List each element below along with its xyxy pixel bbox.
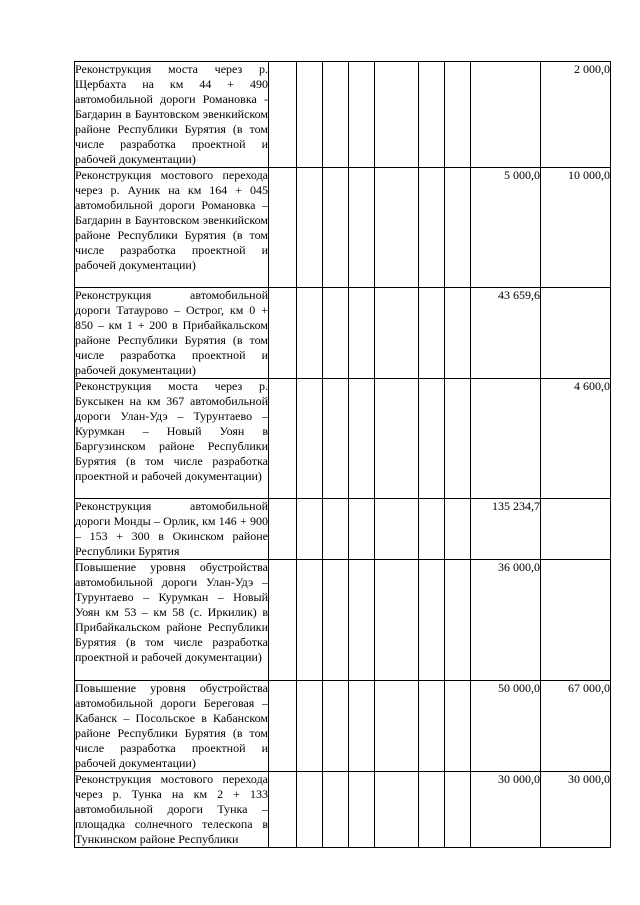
table-row bbox=[75, 681, 611, 772]
empty-cell bbox=[419, 288, 445, 379]
row-description: Реконструкция автомобильной дороги Монды – Орлик, км 146 + 900 – 153 + 300 в Окинском районе Республики Бурятия bbox=[75, 499, 268, 558]
empty-cell bbox=[269, 560, 297, 681]
row-description: Реконструкция автомобильной дороги Татаурово – Острог, км 0 + 850 – км 1 + 200 в Прибайкальском районе Республики Бурятия (в том числе разработка проектной и рабочей документации) bbox=[75, 288, 268, 377]
empty-cell bbox=[323, 62, 349, 168]
empty-cell bbox=[419, 379, 445, 499]
table-row bbox=[75, 560, 611, 681]
empty-cell bbox=[375, 560, 419, 681]
empty-cell bbox=[349, 168, 375, 288]
empty-cell bbox=[375, 168, 419, 288]
value-cell-a: 50 000,0 bbox=[471, 681, 541, 772]
table-row bbox=[75, 379, 611, 499]
value-cell-a: 36 000,0 bbox=[471, 560, 541, 681]
empty-cell bbox=[349, 379, 375, 499]
empty-cell bbox=[375, 681, 419, 772]
value-cell-b bbox=[541, 288, 611, 379]
funding-table bbox=[74, 61, 611, 848]
empty-cell bbox=[349, 681, 375, 772]
empty-cell bbox=[297, 681, 323, 772]
empty-cell bbox=[269, 288, 297, 379]
empty-cell bbox=[419, 772, 445, 848]
empty-cell bbox=[445, 288, 471, 379]
empty-cell bbox=[297, 62, 323, 168]
table-row bbox=[75, 62, 611, 168]
empty-cell bbox=[419, 681, 445, 772]
row-description: Реконструкция мостового перехода через р. Ауник на км 164 + 045 автомобильной дороги Романовка – Багдарин в Баунтовском эвенкийском районе Республики Бурятия (в том числе разработка проектной и рабочей документации) bbox=[75, 168, 269, 288]
empty-cell bbox=[419, 168, 445, 288]
empty-cell bbox=[297, 379, 323, 499]
row-description: Реконструкция мостового перехода через р. Тунка на км 2 + 133 автомобильной дороги Тунка – площадка солнечного телескопа в Тункинском районе Республики bbox=[75, 772, 268, 846]
table-row bbox=[75, 499, 611, 560]
empty-cell bbox=[445, 62, 471, 168]
empty-cell bbox=[323, 288, 349, 379]
value-cell-a: 135 234,7 bbox=[471, 499, 541, 560]
row-description: Реконструкция моста через р. Буксыкен на км 367 автомобильной дороги Улан-Удэ – Турунтаево – Курумкан – Новый Уоян в Баргузинском районе Республики Бурятия (в том числе разработка проектной и рабочей документации) bbox=[75, 379, 269, 499]
value-cell-b bbox=[541, 499, 611, 560]
empty-cell bbox=[445, 560, 471, 681]
empty-cell bbox=[349, 288, 375, 379]
empty-cell bbox=[269, 379, 297, 499]
value-cell-a bbox=[471, 379, 541, 499]
empty-cell bbox=[375, 288, 419, 379]
empty-cell bbox=[269, 681, 297, 772]
empty-cell bbox=[419, 560, 445, 681]
empty-cell bbox=[323, 772, 349, 848]
value-cell-a: 43 659,6 bbox=[471, 288, 541, 379]
empty-cell bbox=[297, 288, 323, 379]
empty-cell bbox=[323, 168, 349, 288]
empty-cell bbox=[323, 379, 349, 499]
value-cell-a bbox=[471, 62, 541, 168]
value-cell-a: 30 000,0 bbox=[471, 772, 541, 848]
empty-cell bbox=[269, 772, 297, 848]
empty-cell bbox=[297, 772, 323, 848]
row-description: Реконструкция моста через р. Щербахта на км 44 + 490 автомобильной дороги Романовка - Багдарин в Баунтовском эвенкийском районе Республики Бурятия (в том числе разработка проектной и рабочей документации) bbox=[75, 62, 268, 166]
empty-cell bbox=[419, 62, 445, 168]
value-cell-a: 5 000,0 bbox=[471, 168, 541, 288]
table-body bbox=[75, 62, 611, 848]
row-description: Повышение уровня обустройства автомобильной дороги Береговая – Кабанск – Посольское в Кабанском районе Республики Бурятия (в том числе разработка проектной и рабочей документации) bbox=[75, 681, 268, 770]
empty-cell bbox=[349, 62, 375, 168]
empty-cell bbox=[349, 499, 375, 560]
empty-cell bbox=[323, 560, 349, 681]
empty-cell bbox=[297, 560, 323, 681]
empty-cell bbox=[445, 499, 471, 560]
value-cell-b: 30 000,0 bbox=[541, 772, 611, 848]
empty-cell bbox=[375, 379, 419, 499]
value-cell-b bbox=[541, 560, 611, 681]
empty-cell bbox=[269, 62, 297, 168]
empty-cell bbox=[445, 772, 471, 848]
value-cell-b: 4 600,0 bbox=[541, 379, 611, 499]
empty-cell bbox=[297, 499, 323, 560]
empty-cell bbox=[269, 499, 297, 560]
empty-cell bbox=[349, 560, 375, 681]
table-row bbox=[75, 288, 611, 379]
empty-cell bbox=[349, 772, 375, 848]
empty-cell bbox=[375, 62, 419, 168]
empty-cell bbox=[445, 681, 471, 772]
row-description: Повышение уровня обустройства автомобильной дороги Улан-Удэ – Турунтаево – Курумкан – Новый Уоян км 53 – км 58 (с. Иркилик) в Прибайкальском районе Республики Бурятия (в том числе разработка проектной и рабочей документации) bbox=[75, 560, 269, 681]
empty-cell bbox=[375, 499, 419, 560]
empty-cell bbox=[445, 379, 471, 499]
empty-cell bbox=[323, 499, 349, 560]
value-cell-b: 2 000,0 bbox=[541, 62, 611, 168]
empty-cell bbox=[297, 168, 323, 288]
value-cell-b: 10 000,0 bbox=[541, 168, 611, 288]
empty-cell bbox=[419, 499, 445, 560]
table-row bbox=[75, 772, 611, 848]
empty-cell bbox=[375, 772, 419, 848]
value-cell-b: 67 000,0 bbox=[541, 681, 611, 772]
empty-cell bbox=[269, 168, 297, 288]
table-row bbox=[75, 168, 611, 288]
empty-cell bbox=[323, 681, 349, 772]
empty-cell bbox=[445, 168, 471, 288]
